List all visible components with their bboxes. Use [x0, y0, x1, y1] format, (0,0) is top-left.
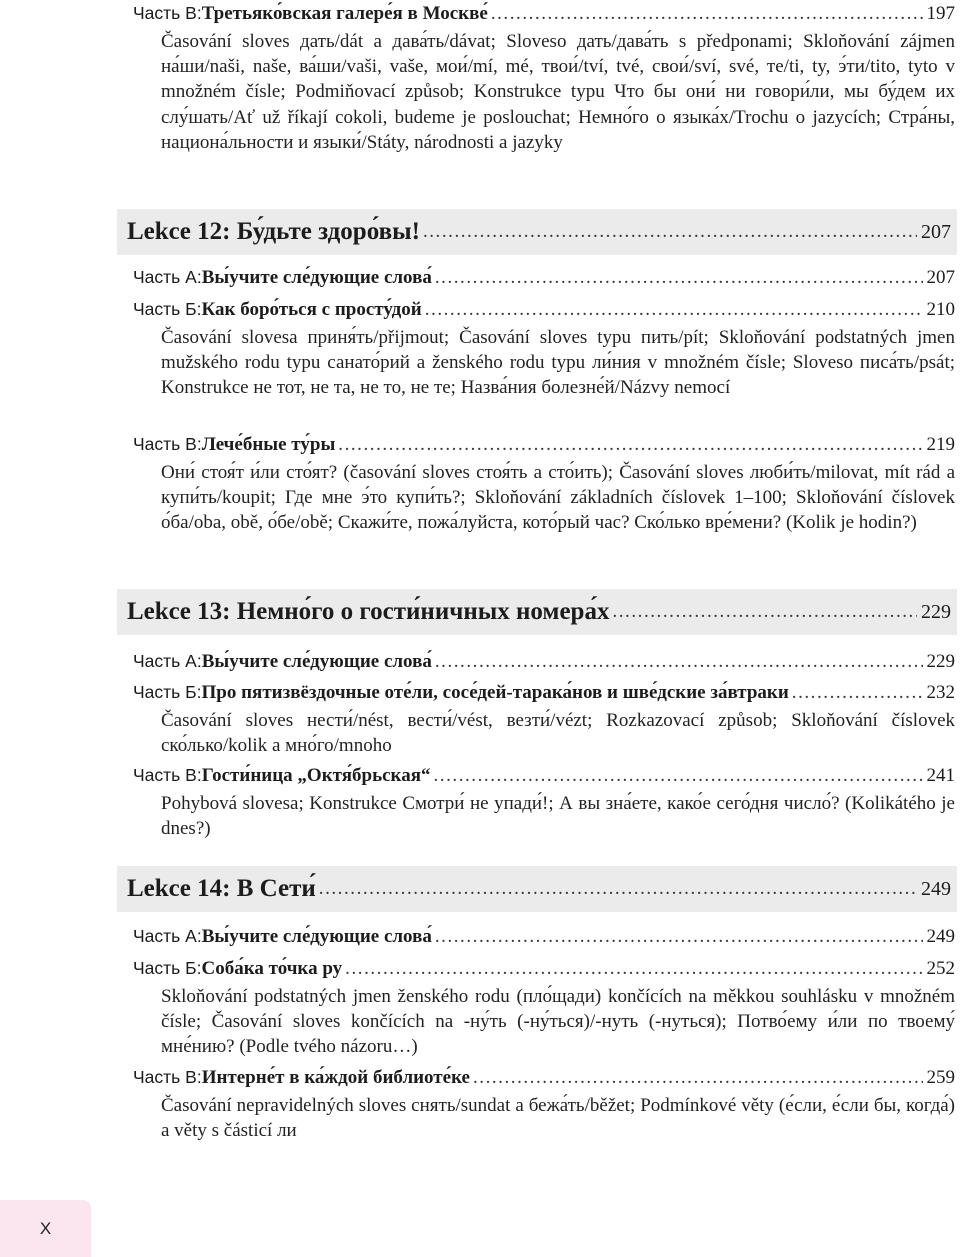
toc-entry-l12-v	[133, 431, 955, 536]
part-title: Соба́ка то́чка ру	[201, 958, 343, 979]
part-description: Časování sloves дать/dát a дава́ть/dávat; Sloveso дать/дава́ть s předponami; Skloňování zájmen на́ши/naši, naše, ва́ши/vaši, vaše, мои́/mí, mé, твои́/tví, tvé, свои́/sví, své, те/ti, ty, э́ти/tito, tyto v množném čísle; Podmiňovací způsob; Konstrukce typu Что бы они́ ни говори́ли, мы бу́дем их слу́шать/Ať už říkají cokoli, budeme je poslouchat; Немно́го о языка́х/Trochu o jazycích; Стра́ны, национа́льности и языки́/Státy, národnosti a jazyky	[161, 31, 955, 153]
part-title: Гости́ница „Октя́брьская“	[201, 765, 431, 786]
folio-number: X	[39, 1218, 52, 1238]
leader-dots	[434, 763, 923, 789]
toc-entry-l13-v	[133, 762, 955, 841]
page-number: 219	[926, 434, 955, 455]
leader-dots	[319, 878, 917, 900]
page-number: 259	[926, 1067, 955, 1088]
part-title: Интерне́т в ка́ждой библиоте́ке	[201, 1067, 470, 1088]
part-label: Часть А:	[133, 267, 202, 287]
lesson-13-header[interactable]	[117, 589, 957, 635]
toc-entry-heading[interactable]	[133, 264, 955, 291]
toc-entry-heading[interactable]	[133, 648, 955, 675]
part-description: Pohybová slovesa; Konstrukce Смотри́ не упади́!; А вы зна́ете, како́е сего́дня число́? (Kolikátého je dnes?)	[161, 793, 955, 840]
toc-entry-heading[interactable]	[133, 0, 955, 27]
part-title: Как боро́ться с просту́дой	[201, 299, 422, 320]
part-description: Časování slovesa приня́ть/přijmout; Časování sloves typu пить/pít; Skloňování podstatných jmen mužského rodu typu санато́рий a ženského rodu typu ли́ния v množném čísle; Sloveso писа́ть/psát; Konstrukce не тот, не та, не то, не те; Назва́ния болезне́й/Názvy nemocí	[161, 327, 955, 399]
part-label: Часть Б:	[133, 682, 202, 702]
lesson-14-header[interactable]	[117, 866, 957, 912]
lesson-title: Lekce 12: Бу́дьте здоро́вы!	[127, 218, 420, 245]
toc-entry-heading[interactable]	[133, 431, 955, 458]
toc-entry-heading[interactable]	[133, 762, 955, 789]
toc-entry-l13-b	[133, 679, 955, 758]
part-title: Про пятизвёздочные оте́ли, сосе́дей-тарака́нов и шве́дские за́втраки	[201, 682, 789, 703]
leader-dots	[491, 1, 923, 27]
toc-entry-l12-a	[133, 264, 955, 291]
lesson-12-header[interactable]	[117, 209, 957, 255]
leader-dots	[473, 1065, 923, 1091]
toc-entry-l12-b	[133, 296, 955, 401]
page-number: 197	[926, 3, 955, 24]
leader-dots	[423, 221, 917, 243]
part-label: Часть А:	[133, 651, 202, 671]
part-title: Вы́учите сле́дующие слова́	[201, 926, 432, 947]
toc-entry-heading[interactable]	[133, 923, 955, 950]
page-number: 207	[921, 220, 951, 243]
lesson-title: Lekce 14: В Сети́	[127, 875, 316, 902]
toc-entry-l13-a	[133, 648, 955, 675]
lesson-title: Lekce 13: Немно́го о гости́ничных номера́х	[127, 598, 610, 625]
toc-entry-l14-b	[133, 955, 955, 1060]
part-label: Часть В:	[133, 1067, 202, 1087]
page-number: 232	[926, 682, 955, 703]
leader-dots	[338, 432, 922, 458]
toc-entry-part-v-197	[133, 0, 955, 155]
part-title: Лече́бные ту́ры	[201, 434, 336, 455]
part-title: Вы́учите сле́дующие слова́	[201, 651, 432, 672]
page-number: 241	[926, 765, 955, 786]
part-description: Skloňování podstatných jmen ženského rodu (пло́щади) končících na měkkou souhlásku v množném čísle; Časování sloves končících na -ну́ть (-ну́ться)/-нуть (-нуться); Потво́ему и́ли по твоему́ мне́нию? (Podle tvého názoru…)	[161, 986, 955, 1058]
leader-dots	[792, 680, 923, 706]
part-description: Они́ стоя́т и́ли сто́ят? (časování sloves стоя́ть a сто́ить); Časování sloves люби́ть/milovat, mít rád a купи́ть/koupit; Где мне э́то купи́ть?; Skloňování základních číslovek 1–100; Skloňování číslovek о́ба/oba, obě, о́бе/obě; Скажи́те, пожа́луйста, кото́рый час? Ско́лько вре́мени? (Kolik je hodin?)	[161, 462, 955, 534]
toc-entry-l14-a	[133, 923, 955, 950]
part-label: Часть В:	[133, 765, 202, 785]
page-number: 249	[926, 926, 955, 947]
page-folio	[0, 1200, 91, 1257]
toc-entry-heading[interactable]	[133, 1064, 955, 1091]
leader-dots	[435, 649, 923, 675]
page-number: 252	[926, 958, 955, 979]
leader-dots	[345, 956, 922, 982]
part-title: Вы́учите сле́дующие слова́	[201, 267, 432, 288]
part-title: Третьяко́вская галере́я в Москве́	[201, 3, 488, 24]
leader-dots	[435, 265, 923, 291]
toc-entry-heading[interactable]	[133, 679, 955, 706]
page-number: 229	[921, 600, 951, 623]
part-label: Часть Б:	[133, 299, 202, 319]
toc-entry-heading[interactable]	[133, 296, 955, 323]
part-label: Часть В:	[133, 3, 202, 23]
toc-entry-heading[interactable]	[133, 955, 955, 982]
page-number: 207	[926, 267, 955, 288]
leader-dots	[425, 297, 923, 323]
part-label: Часть А:	[133, 926, 202, 946]
leader-dots	[612, 601, 917, 623]
part-description: Časování sloves нести́/nést, вести́/vést, везти́/vézt; Rozkazovací způsob; Skloňování číslovek ско́лько/kolik a мно́го/mnoho	[161, 710, 955, 757]
part-label: Часть В:	[133, 434, 202, 454]
leader-dots	[435, 924, 923, 950]
page-number: 229	[926, 651, 955, 672]
toc-entry-l14-v	[133, 1064, 955, 1143]
part-label: Часть Б:	[133, 958, 202, 978]
part-description: Časování nepravidelných sloves снять/sundat a бежа́ть/běžet; Podmínkové věty (е́сли, е́сли бы, когда́) a věty s částicí ли	[161, 1095, 955, 1142]
page-number: 249	[921, 877, 951, 900]
page-number: 210	[926, 299, 955, 320]
